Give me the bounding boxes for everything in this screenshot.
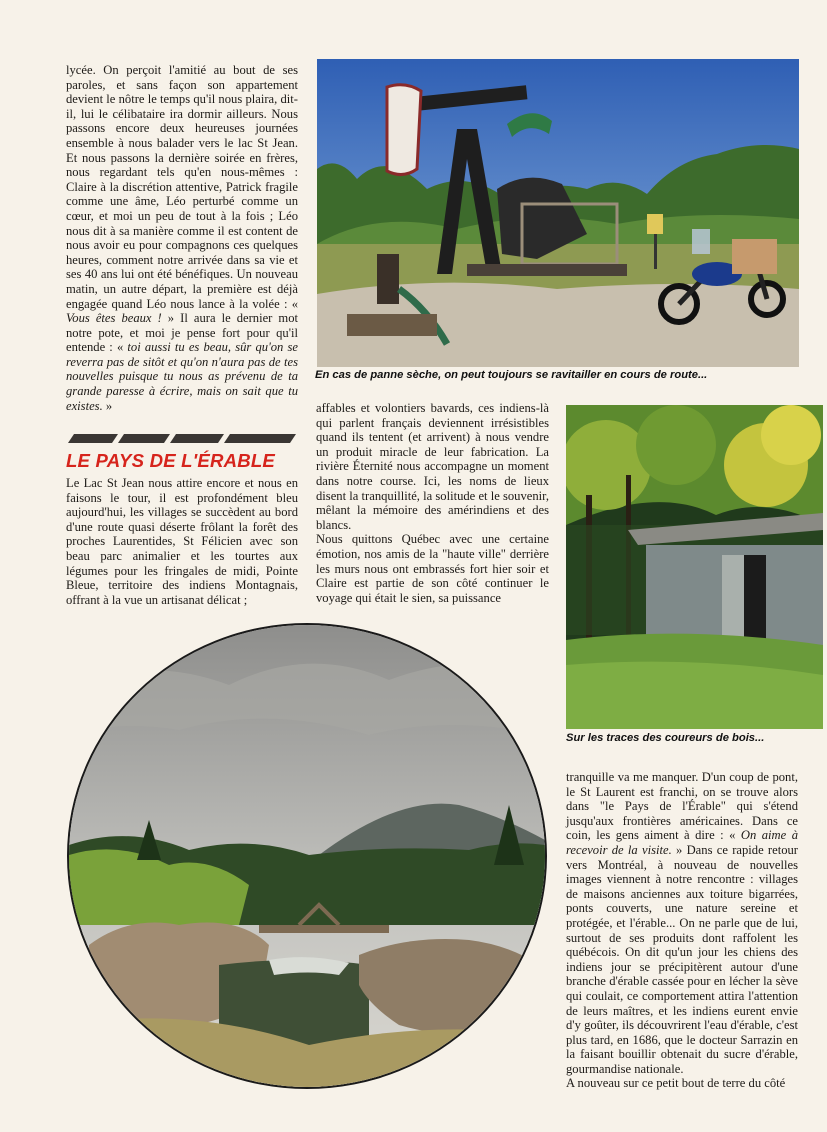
text-column-1 [66,63,298,413]
text-column-2 [66,476,298,607]
photo-oil-pump-motorcycle [317,59,799,367]
caption-oil-pump: En cas de panne sèche, on peut toujours se ravitailler en cours de route... [315,369,708,381]
caption-cabin: Sur les traces des coureurs de bois... [566,732,765,744]
photo-river-footbridge [67,623,547,1089]
paragraph: Le Lac St Jean nous attire encore et nous en faisons le tour, il est profondément bleu aujourd'hui, les villages se succèdent au bord d'une route quasi déserte frôlant la forêt des proches Laurentides, St Félicien avec son beau parc animalier et les tourtes aux légumes pour les fringales de midi, Pointe Bleue, territoire des indiens Montagnais, offrant à la vue un artisanat délicat ; [66,476,298,607]
paragraph: lycée. On perçoit l'amitié au bout de ses paroles, et sans façon son appartement devient le nôtre le temps qu'il nous plaira, dit-il, lui le célibataire ira dormir ailleurs. Nous passons encore deux heureuses journées ensemble à nous balader vers le lac St Jean. Et nous passons la dernière soirée en frères, nous regardant tels qu'en nous-mêmes : Claire à la discrétion attentive, Patrick fragile comme une âme, Léo perturbé comme un cœur, et moi un peu de tout à la fois ; Léo nous dit à sa manière comme il est content de nous avoir eu pour compagnons ces quelques heures, comment notre arrivée dans sa vie et ses 40 ans lui ont été bénéfiques. Un nouveau matin, un autre départ, la première est déjà engagée quand Léo nous lance à la volée : « Vous êtes beaux ! » Il aura le dernier mot notre pote, et moi je pense fort pour qu'il entende : « toi aussi tu es beau, sûr qu'on se reverra pas de sitôt et qu'on n'aura pas de tes nouvelles puisque tu nous as prévenu de ta grande paresse à écrire, mais on sait que tu existes. » [66,63,298,413]
heading-stripes-decoration [68,434,296,443]
paragraph: tranquille va me manquer. D'un coup de pont, le St Laurent est franchi, on se trouve alors dans "le Pays de l'Érable" qui s'étend jusqu'aux frontières américaines. Dans ce coin, les gens aiment à dire : « On aime à recevoir de la visite. » Dans ce rapide retour vers Montréal, à nouveau de nouvelles images viennent à notre rencontre : villages de maisons anciennes aux toiture bigarrées, ponts couverts, une nature sereine et protégée, et l'érable... On ne parle que de lui, surtout de ses produits dont raffolent les québécois. On dit qu'un jour les chiens des indiens jour se précipitèrent autour d'une branche d'érable cassée pour en lécher la sève qui coulait, ce comportement attira l'attention de leurs maîtres, et les indiens eurent envie d'y goûter, ils découvrirent l'eau d'érable, c'est plus tard, en 1686, que le docteur Sarrazin en la faisant bouillir obtenait du sucre d'érable, gourmandise nationale. [566,770,799,1076]
paragraph: affables et volontiers bavards, ces indiens-là qui parlent français deviennent irrésistibles quand ils tentent (et arrivent) à nous vendre un produit miracle de leur fabrication. La rivière Éternité nous accompagne un moment dans notre course. Ici, les noms de lieux disent la tranquillité, la solitude et le souvenir, mêlant la mémoire des amérindiens et des blancs. [316,401,549,532]
paragraph: A nouveau sur ce petit bout de terre du côté [566,1076,786,1091]
photo-wooden-cabin [566,405,823,729]
section-heading: LE PAYS DE L'ÉRABLE [66,450,275,471]
text-column-4 [566,770,798,1091]
text-column-3 [316,401,549,605]
paragraph: Nous quittons Québec avec une certaine émotion, nos amis de la "haute ville" derrière les murs nous ont embrassés fort hier soir et Claire est partie de son côté continuer le voyage qui était le sien, sa puissance [316,532,549,605]
